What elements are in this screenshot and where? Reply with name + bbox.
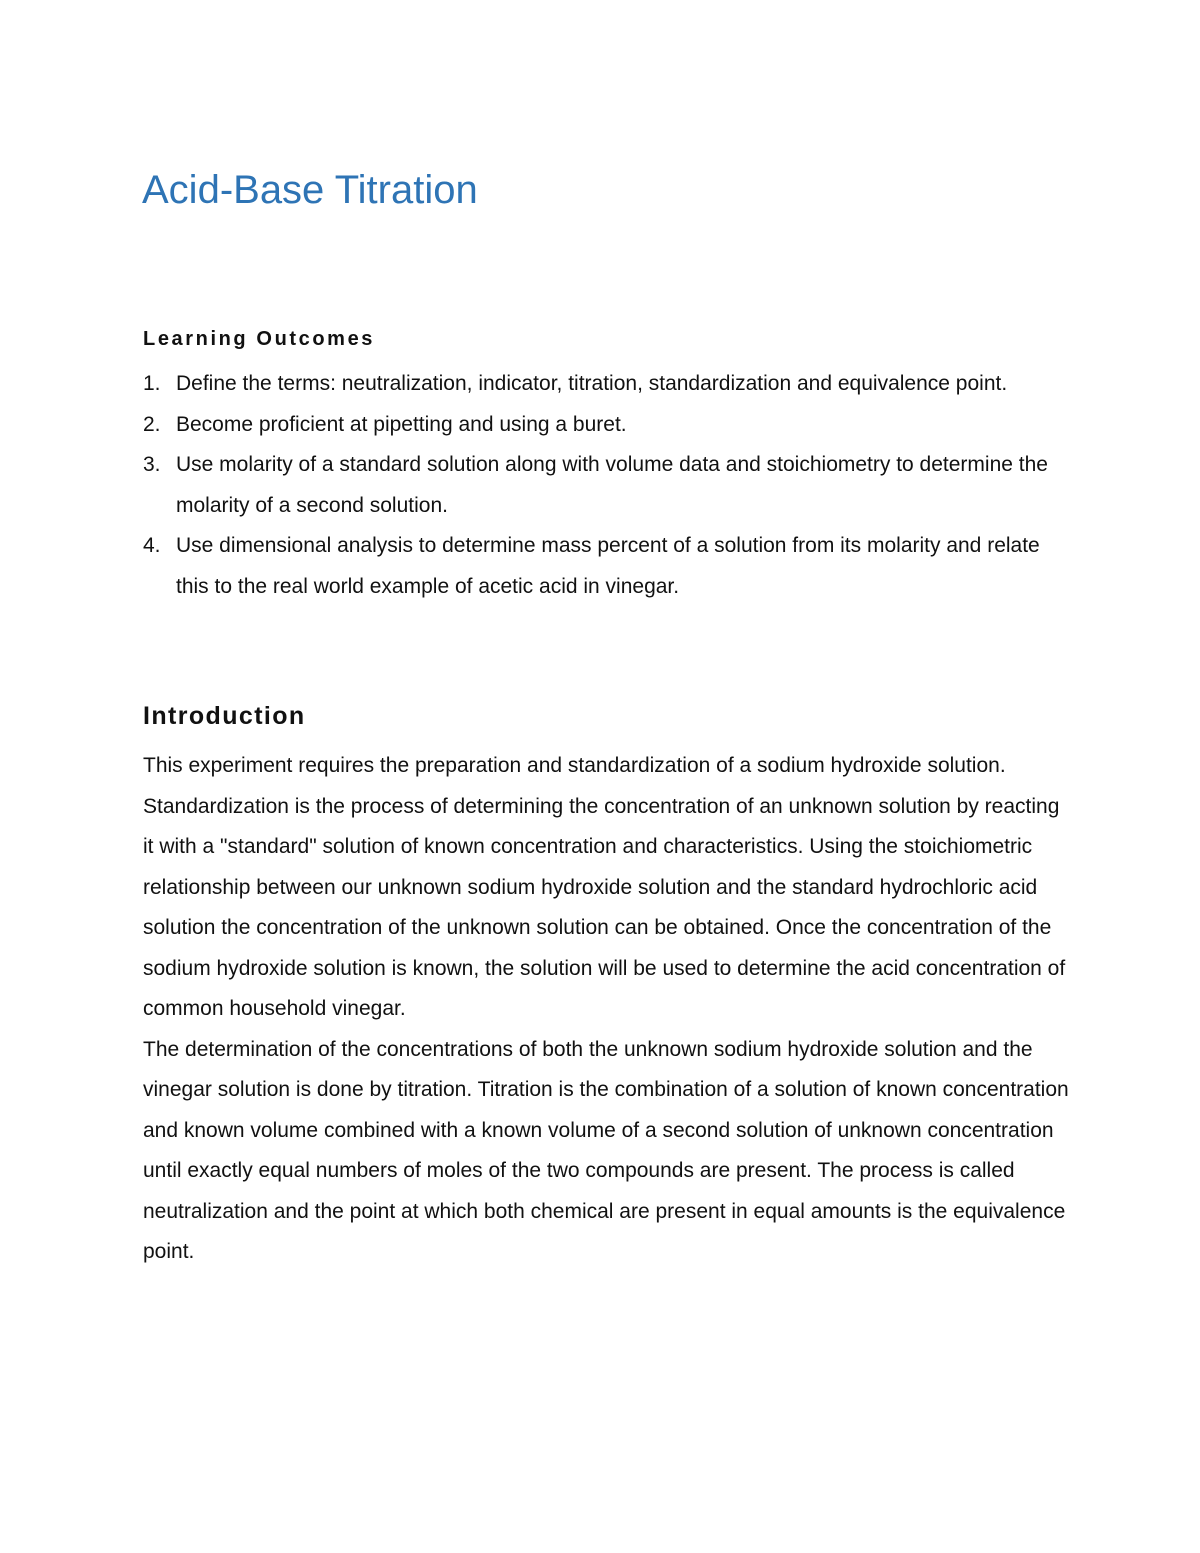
list-item-text: Use molarity of a standard solution along with volume data and stoichiometry to determine the molarity of a second solution. <box>176 453 1048 517</box>
list-item-text: Use dimensional analysis to determine mass percent of a solution from its molarity and relate this to the real world example of acetic acid in vinegar. <box>176 534 1040 598</box>
introduction-body <box>143 746 1073 1273</box>
introduction-heading: Introduction <box>143 702 306 730</box>
list-item <box>143 405 1073 446</box>
list-item-number: 4. <box>143 534 161 557</box>
list-item-number: 2. <box>143 412 161 436</box>
introduction-paragraph: The determination of the concentrations of both the unknown sodium hydroxide solution and the vinegar solution is done by titration. Titration is the combination of a solution of known concentration and known volume combined with a known volume of a second solution of unknown concentration until exactly equal numbers of moles of the two compounds are present. The process is called neutralization and the point at which both chemical are present in equal amounts is the equivalence point. <box>143 1037 1069 1263</box>
introduction-paragraph: This experiment requires the preparation and standardization of a sodium hydroxide solution. Standardization is the process of determining the concentration of an unknown solution by reacting it with a "standard" solution of known concentration and characteristics. Using the stoichiometric relationship between our unknown sodium hydroxide solution and the standard hydrochloric acid solution the concentration of the unknown solution can be obtained. Once the concentration of the sodium hydroxide solution is known, the solution will be used to determine the acid concentration of common household vinegar. <box>143 754 1066 1020</box>
list-item <box>143 526 1073 607</box>
list-item-number: 3. <box>143 453 161 476</box>
learning-outcomes-heading: Learning Outcomes <box>143 328 376 350</box>
list-item <box>143 364 1073 405</box>
list-item-text: Define the terms: neutralization, indicator, titration, standardization and equivalence point. <box>176 372 1008 395</box>
document-title: Acid-Base Titration <box>142 168 478 212</box>
learning-outcomes-list <box>143 364 1073 607</box>
list-item-text: Become proficient at pipetting and using a buret. <box>176 412 627 436</box>
list-item-number: 1. <box>143 372 161 395</box>
list-item <box>143 445 1073 526</box>
